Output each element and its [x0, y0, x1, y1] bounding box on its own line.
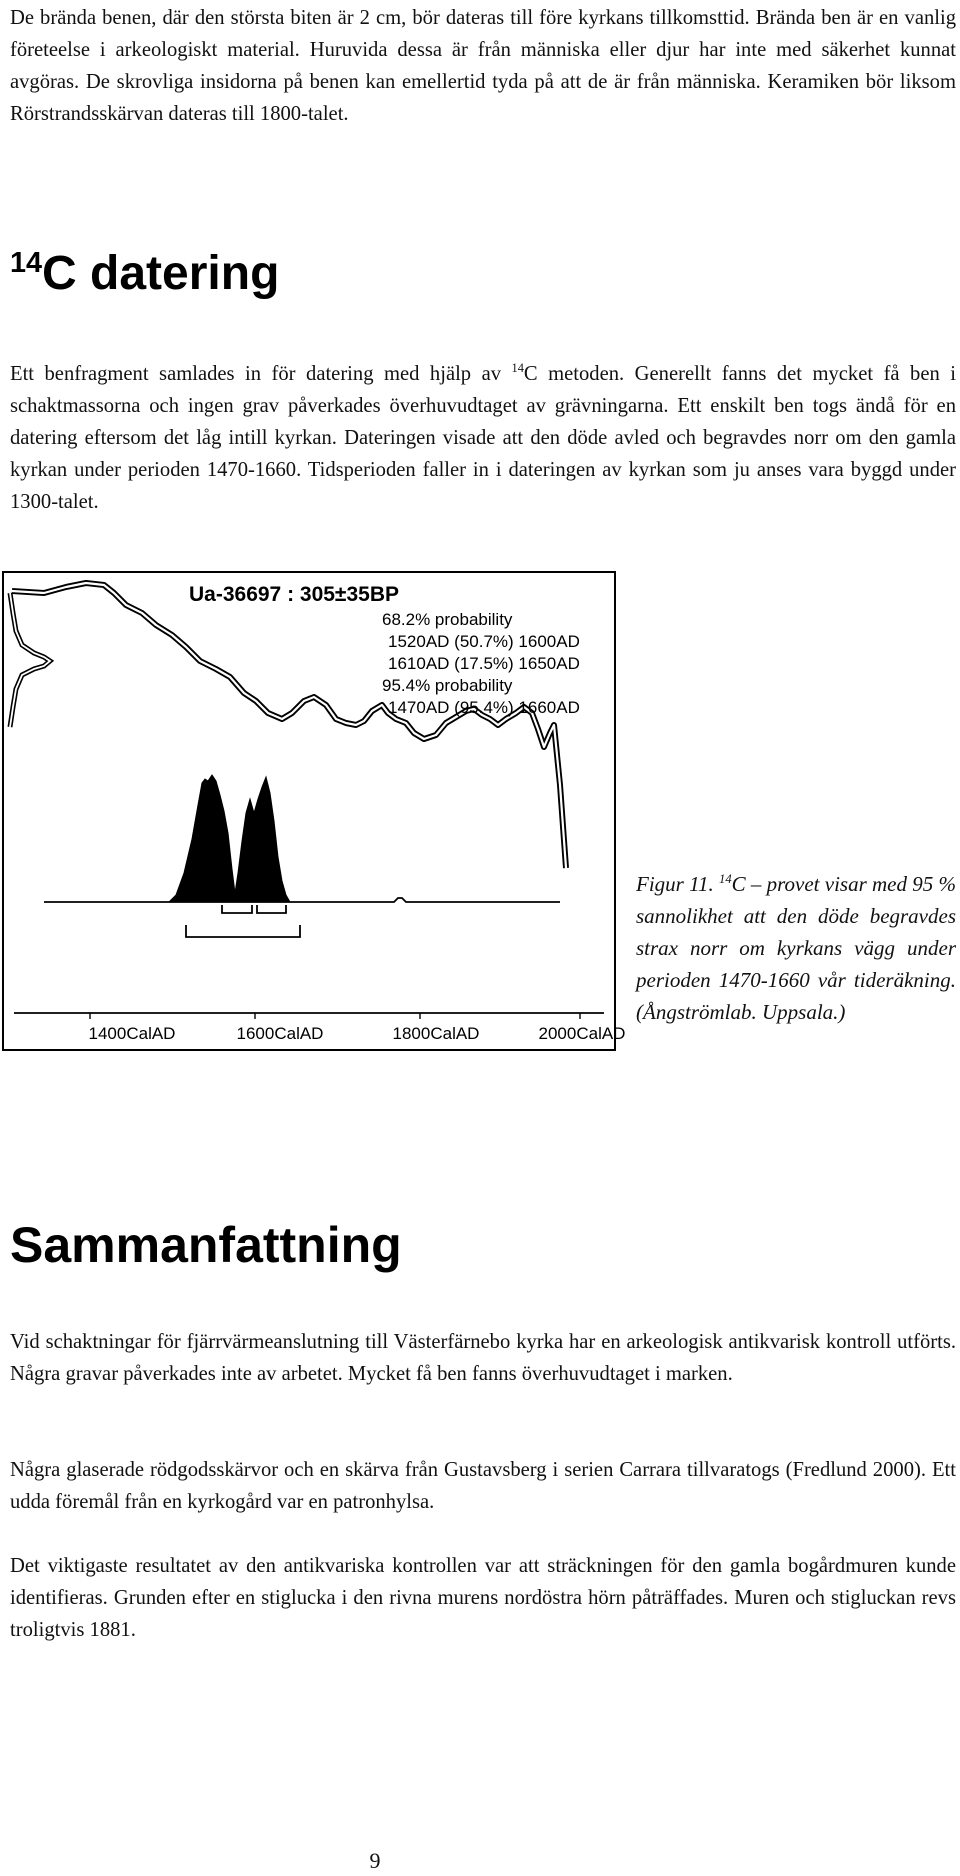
c14-paragraph-lead: Ett benfragment samlades in för datering med hjälp av — [10, 363, 512, 385]
summary-paragraph: Några glaserade rödgodsskärvor och en skärva från Gustavsberg i serien Carrara tillvaratogs (Fredlund 2000). Ett udda föremål från en kyrkogård var en patronhylsa. — [10, 1459, 956, 1513]
caption-lead: Figur 11. — [636, 872, 720, 896]
caption-rest: C – provet visar med 95 % sannolikhet att den döde begravdes strax norr om kyrkans vägg under perioden 1470-1660 vår tideräkning. (Ångströmlab. Uppsala.) — [636, 872, 956, 1024]
distribution-baseline — [44, 898, 560, 902]
prob-line: 1470AD (95.4%) 1660AD — [388, 698, 580, 717]
figure-caption — [636, 868, 956, 1028]
summary-paragraph: Det viktigaste resultatet av den antikvariska kontrollen var att sträckningen för den gamla bogårdmuren kunde identifieras. Grunden efter en stiglucka i den rivna murens nordöstra hörn påträffades. Muren och stigluckan revs troligtvis 1881. — [10, 1555, 956, 1641]
prob-line: 68.2% probability — [382, 610, 513, 629]
range-68-bracket — [222, 905, 286, 913]
c14-heading-text: C datering — [42, 247, 280, 300]
calibrated-probability-area — [169, 775, 290, 902]
radiocarbon-figure — [2, 571, 626, 1051]
radiocarbon-calibration-plot — [4, 573, 626, 1048]
prob-line: 1520AD (50.7%) 1600AD — [388, 632, 580, 651]
prob-line: 95.4% probability — [382, 676, 513, 695]
page-number: 9 — [369, 1848, 381, 1873]
summary-paragraph: Vid schaktningar för fjärrvärmeanslutning till Västerfärnebo kyrka har en arkeologisk antikvarisk kontroll utförts. Några gravar påverkades inte av arbetet. Mycket få ben fanns överhuvudtaget i marken. — [10, 1331, 956, 1385]
c14-heading-superscript: 14 — [10, 247, 43, 279]
x-tick-label: 1800CalAD — [392, 1024, 480, 1043]
c14-paragraph — [10, 358, 956, 518]
intro-paragraph: De brända benen, där den största biten är 2 cm, bör dateras till före kyrkans tillkomsttid. Brända ben är en vanlig företeelse i arkeologiskt material. Huruvida dessa är från människa eller djur har inte med säkerhet kunnat avgöras. De skrovliga insidorna på benen kan emellertid tyda på att de är från människa. Keramiken bör liksom Rörstrandsskärvan dateras till 1800-talet. — [10, 7, 956, 125]
x-tick-label: 1400CalAD — [88, 1024, 176, 1043]
sample-id-title: Ua-36697 : 305±35BP — [189, 583, 399, 606]
caption-superscript: 14 — [719, 872, 732, 886]
c14-paragraph-superscript: 14 — [511, 361, 524, 376]
x-tick-label: 1600CalAD — [236, 1024, 324, 1043]
range-95-bracket — [186, 925, 300, 937]
c14-paragraph-rest: C metoden. Generellt fanns det mycket få ben i schaktmassorna och ingen grav påverkades överhuvudtaget av grävningarna. Ett enskilt ben togs ändå för en datering eftersom det låg intill kyrkan. Dateringen visade att den döde avled och begravdes norr om den gamla kyrkan under perioden 1470-1660. Tidsperioden faller in i dateringen av kyrkan som ju anses vara byggd under 1300-talet. — [10, 363, 956, 513]
c14-heading — [10, 246, 279, 301]
radiocarbon-distribution — [10, 593, 50, 727]
prob-line: 1610AD (17.5%) 1650AD — [388, 654, 580, 673]
summary-heading: Sammanfattning — [10, 1217, 402, 1273]
x-tick-label: 2000CalAD — [538, 1024, 626, 1043]
